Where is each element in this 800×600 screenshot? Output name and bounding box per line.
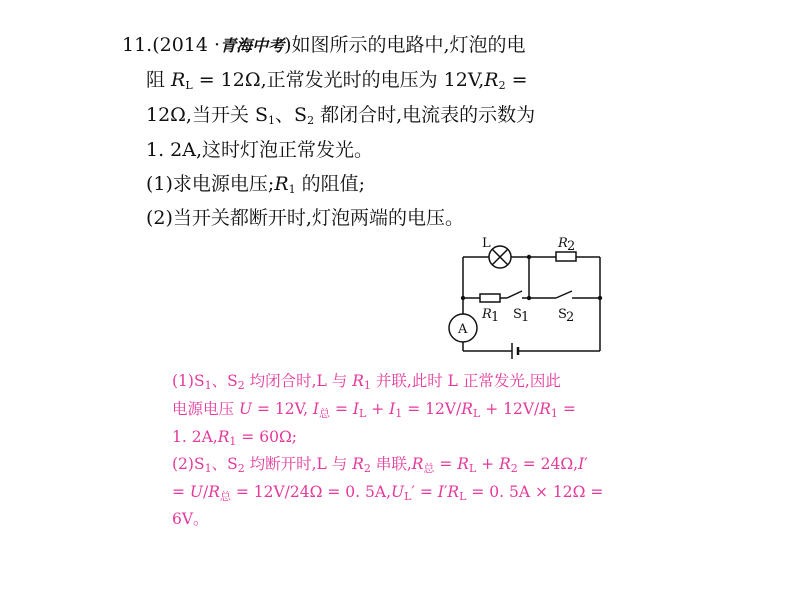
- switch-s2-icon: [556, 291, 572, 298]
- question-part-1: (1)求电源电压$;R_1$ 的阻值;: [146, 173, 366, 196]
- answer-line-3: 1. $2A,R_1 = 60\Omega$;: [172, 428, 298, 448]
- s2-label: S: [558, 307, 567, 322]
- answer-line-4: $(2)S_1$、$S_2$ 均断开时,L 与 $R_2$ 串联$,R_总 = R_L + R_2 = 24\Omega,I'$: [172, 455, 588, 475]
- question-part-2: (2)当开关都断开时,灯泡两端的电压。: [146, 207, 464, 229]
- answer-line-5: = $U/R_总 = 12V/24\Omega = 0$. $5A,U_L' = I'R_L = 0$. 5A × 12Ω =: [172, 483, 604, 503]
- lamp-label: L: [482, 236, 491, 251]
- svg-text:2: 2: [567, 239, 576, 254]
- answer-line-1: $(1)S_1$、$S_2$ 均闭合时,L 与 $R_1$ 并联,此时 L 正常发光,因此: [172, 372, 561, 392]
- source-label: 青海中考: [220, 36, 285, 55]
- svg-text:1: 1: [491, 310, 500, 325]
- switch-s1-icon: [507, 291, 522, 298]
- answer-line-6: 6V。: [172, 510, 209, 528]
- answer-line-2: 电源电压 U = 12V, $I_总 = I_L + I_1 = 12V/R_L + 12V/R_1$ =: [172, 400, 576, 420]
- question-line-4: 1. 2A,这时灯泡正常发光。: [146, 139, 374, 161]
- svg-text:1: 1: [521, 310, 530, 325]
- question-line-1: 11.(2014 ·青海中考)如图所示的电路中,灯泡的电: [122, 34, 526, 56]
- r1-label: R: [482, 307, 492, 322]
- question-line-2: 阻 $R_L = 12\Omega$,正常发光时的电压为 $12V,R_2$ =: [146, 69, 528, 92]
- question-number: 11.: [122, 34, 153, 56]
- s1-label: S: [513, 307, 522, 322]
- question-line-3: 12Ω,当开关 $S_1$、$S_2$ 都闭合时,电流表的示数为: [146, 104, 536, 127]
- r2-label: R: [558, 236, 568, 251]
- svg-text:2: 2: [566, 310, 575, 325]
- resistor-r1-icon: [480, 294, 500, 302]
- ammeter-label: A: [458, 322, 468, 337]
